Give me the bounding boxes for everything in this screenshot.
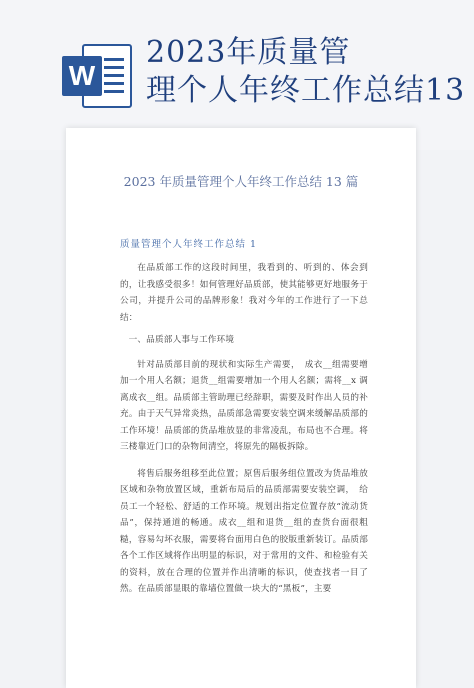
- paragraph-2: 一、品质部人事与工作环境: [128, 335, 235, 345]
- document-title: 2023 年质量管理个人年终工作总结 13 篇: [123, 174, 359, 189]
- document-body: [120, 260, 368, 598]
- word-badge: W: [62, 56, 102, 96]
- paragraph-3: 针对品质部目前的现状和实际生产需要， 成衣__组需要增加一个用人名额；退货__组需要增加一个用人名额；需将__x 调离成衣__组。品质部主管助理已经辞职，需要及时作出人员的补充。由于天气异常炎热，品质部急需要安装空调来缓解品质部的工作环境！品质部的货品堆放显的非常凌乱，布局也不合理。将三楼靠近门口的杂物间清空，将原先的隔板拆除。: [120, 359, 368, 452]
- paragraph-1: 在品质部工作的这段时间里，我看到的、听到的、体会到的，让我感受很多！如何管理好品质部，使其能够更好地服务于公司，并提升公司的品牌形象！我对今年的工作进行了一下总结：: [120, 263, 368, 323]
- section-title: 质量管理个人年终工作总结 1: [120, 239, 258, 250]
- paragraph-4: 将售后服务组移至此位置；原售后服务组位置改为货品堆放区域和杂物放置区域，重新布局后的品质部需要安装空调， 给员工一个轻松、舒适的工作环境。规划出指定位置存放“流动货品”，保持通道的畅通。成衣__组和退货__组的查货台面很粗糙，容易勾坏衣服，需要将台面用白色的胶版重新装订。品质部各个工作区域将作出明显的标识，对于常用的文件、和检验有关的资料，放在合理的位置并作出清晰的标识，使查找者一目了然。在品质部显眼的靠墙位置做一块大的“黑板”，主要: [120, 468, 368, 594]
- word-document-icon: [62, 44, 136, 108]
- headline-line-1: 2023年质量管: [146, 35, 351, 70]
- headline-line-2: 理个人年终工作总结13: [146, 73, 466, 108]
- document-page: [66, 128, 416, 688]
- page-fade: [66, 618, 416, 688]
- page-headline: [146, 34, 465, 110]
